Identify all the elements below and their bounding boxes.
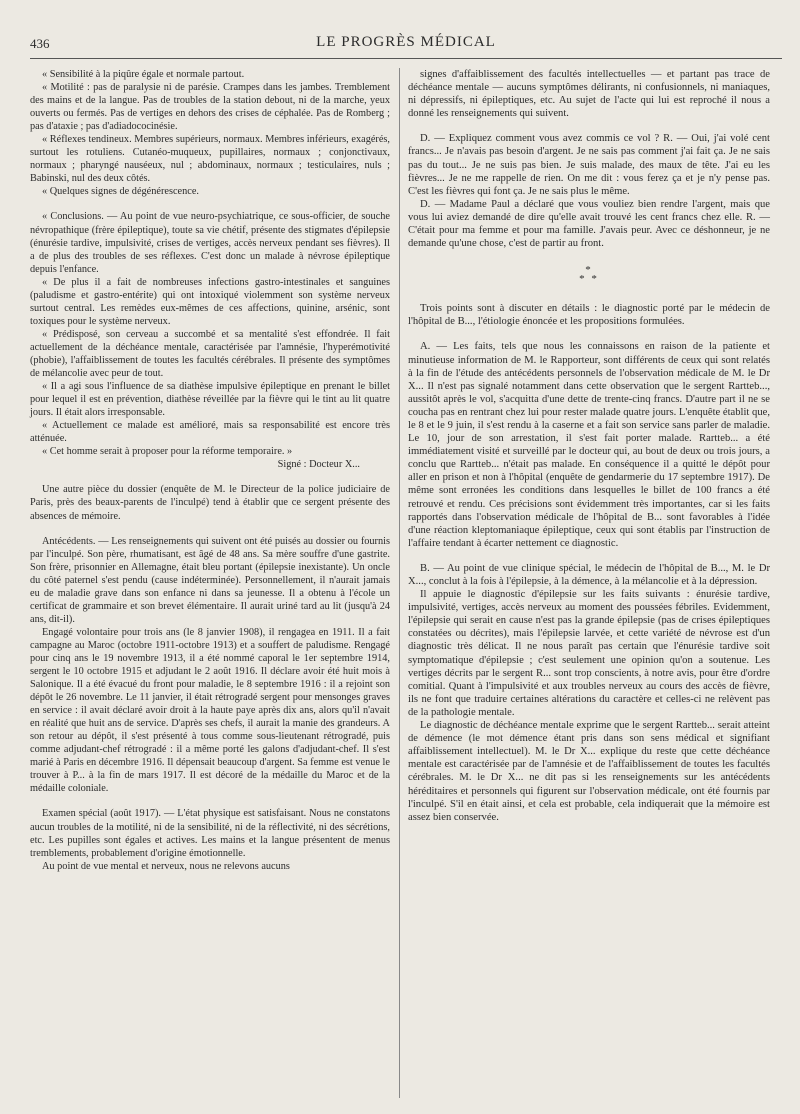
paragraph: Le diagnostic de déchéance mentale exprime que le sergent Rartteb... serait atteint de démence (le mot démence étant pris dans son sens médical et signifiant affaiblissement intellectuel). M. le Dr X... explique du reste que cette déchéance mentale est caractérisée par de l'amnésie et de l'affaiblissement de toutes les facultés cérébrales. M. le Dr X... ne dit pas si les renseignements sur les antécédents héréditaires et personnels qui figurent sur l'observation médicale, ont été fournis par l'inculpé. S'il en était ainsi, et cela est probable, cela indiquerait que la mémoire est assez bien conservée.	[408, 720, 770, 823]
paragraph: Au point de vue mental et nerveux, nous ne relevons aucuns	[42, 860, 290, 872]
paragraph: « Motilité : pas de paralysie ni de parésie. Crampes dans les jambes. Tremblement des mains et de la langue. Pas de troubles de la station debout, ni de la marche, yeux ouverts ou fermés. Pas de vertiges en dehors des crises de céphalée. Pas de Romberg ; pas d'ataxie ; pas d'adiadococinésie.	[30, 82, 390, 133]
paragraph-antecedents: Antécédents. — Les renseignements qui suivent ont été puisés au dossier ou fournis par l'inculpé. Son père, rhumatisant, est âgé de 48 ans. Sa mère souffre d'une gastrite. Son frère, prisonnier en Allemagne, était bleu portant (épilepsie inexistante). Un oncle du côté paternel s'est pendu (cause indéterminée). Personnellement, il n'aurait jamais eu de maladie grave dans son enfance ni dans sa jeunesse. Il a obtenu à l'école un certificat de grammaire et son brevet élémentaire. Il aurait uriné tard au lit (jusqu'à 24 ans, dit-il).	[30, 535, 390, 625]
paragraph: Une autre pièce du dossier (enquête de M. le Directeur de la police judiciaire de Paris, près des beaux-parents de l'inculpé) tend à établir que ce sergent présente des absences de mémoire.	[30, 484, 390, 522]
section-separator	[408, 266, 770, 284]
paragraph-point-a: A. — Les faits, tels que nous les connaissons en raison de la patiente et minutieuse information de M. le Rapporteur, sont différents de ceux qui sont relatés à la fin de l'étude des antécédents personnels de l'observation médicale de M. le Dr X... Il n'est pas signalé notamment dans cette observation que le sergent Rartteb..., aussitôt après le vol, s'acquitta d'une dette de trente-cinq francs. D'autre part il ne se coucha pas en rentrant chez lui pour rester malade quatre jours. L'enquête établit que, le 8 et le 9 juin, il s'est rendu à la caserne et a fait son service sans parler de maladie. Le 10, jour de son arrestation, il s'est fait porter malade. Rartteb... a été immédiatement visité et surveillé par le docteur qui, au bout de deux ou trois jours, a conclu que Rartteb... n'était pas malade. En conséquence il a quitté le dépôt pour aller en prison et non à l'hôpital (enquête de gendarmerie du 17 septembre 1917). De même sont erronées les conditions dans lesquelles le billet de 100 francs a été retrouvé et rendu. Ces précisions sont évidemment très importantes, car si les faits rapportés dans l'observation médicale de l'hôpital de B... sont favorables à l'idée d'une réaction kleptomaniaque épileptique, ceux qui sont établis par l'instruction de l'affaire tendant à écarter nettement ce diagnostic.	[408, 341, 770, 549]
paragraph: signes d'affaiblissement des facultés intellectuelles — et partant pas trace de déchéance mentale — aucuns symptômes délirants, ni confusionnels, ni maniaques, ni dépressifs, ni épileptiques, etc. Au sujet de l'acte qui lui est reproché il nous a donné les renseignements qui suivent.	[408, 69, 770, 120]
paragraph: Engagé volontaire pour trois ans (le 8 janvier 1908), il rengagea en 1911. Il a fait campagne au Maroc (octobre 1911-octobre 1913) et a souffert de paludisme. Rengagé pour cinq ans le 19 novembre 1913, il a été nommé caporal le 1er septembre 1914, sergent le 10 octobre 1915 et adjudant le 2 août 1916. Il déclare avoir été huit mois à Salonique. Il a été évacué du front pour maladie, le 8 septembre 1916 : il a rejoint son dépôt le 26 novembre. Le 11 janvier, il était rétrogradé sergent pour mensonges graves en service : il avait déclaré avoir droit à la haute paye après dix ans, alors qu'il n'avait en réalité que huit ans de service. D'après ses chefs, il aurait la manie des grandeurs. A son retour au dépôt, il s'est présenté à tous comme sous-lieutenant rétrogradé, puis comme adjudant-chef rétrogradé : il a même porté les galons d'adjudant-chef. Il s'est marié à Paris en décembre 1916. Il dépensait beaucoup d'argent. Sa femme est venue le trouver à P... à la fin de mars 1917. Il est décoré de la médaille du Maroc et de la médaille coloniale.	[30, 626, 390, 795]
right-column	[408, 68, 770, 824]
signature: Signé : Docteur X...	[277, 459, 360, 471]
paragraph: « Il a agi sous l'influence de sa diathèse impulsive épileptique en prenant le billet pour lequel il est en prévention, diathèse réveillée par la fièvre qui le tint au lit quatre jours. Il était alors irresponsable.	[30, 381, 390, 419]
paragraph-point-b: B. — Au point de vue clinique spécial, le médecin de l'hôpital de B..., M. le Dr X..., conclut à la fois à l'épilepsie, à la démence, à la mélancolie et à la dépression.	[408, 562, 770, 587]
paragraph-dialogue: D. — Madame Paul a déclaré que vous vouliez bien rendre l'argent, mais que vous lui aviez demandé de dire qu'elle avait trouvé les cent francs chez elle. R. — C'était pour ma femme et pour ma famille. J'avais peur. Avec ce déshonneur, je ne demande qu'une chose, c'est de partir au front.	[408, 198, 770, 250]
paragraph: « Prédisposé, son cerveau a succombé et sa mentalité s'est effondrée. Il fait actuellement de la déchéance mentale, caractérisée par l'amnésie, l'hyperémotivité (phobie), l'affaiblissement de toutes les facultés cérébrales. Il présente des symptômes de mélancolie avec peur de tout.	[30, 328, 390, 380]
star-top: *	[585, 264, 593, 277]
left-column	[30, 68, 390, 873]
header-rule	[30, 58, 782, 59]
page-header	[30, 34, 782, 56]
paragraph: Trois points sont à discuter en détails : le diagnostic porté par le médecin de l'hôpital de B..., l'étiologie énoncée et les propositions formulées.	[408, 303, 770, 328]
paragraph-dialogue: D. — Expliquez comment vous avez commis ce vol ? R. — Oui, j'ai volé cent francs... Je n'avais pas besoin d'argent. Je ne sais pas comment j'ai fait ça. Je ne sais pas du tout... Je ne suis pas bien. Je suis malade, des maux de tête. J'ai eu les fièvres... Je ne me rappelle de rien. On me dit : vous ferez ça et je n'y pense pas. C'est les fièvres qui font ça. Je ne sais plus le même.	[408, 133, 770, 197]
paragraph: « Actuellement ce malade est amélioré, mais sa responsabilité est encore très atténuée.	[30, 420, 390, 445]
star-bottom: * *	[579, 273, 599, 286]
paragraph: « Quelques signes de dégénérescence.	[42, 186, 199, 198]
paragraph: Il appuie le diagnostic d'épilepsie sur les faits suivants : énurésie tardive, impulsivité, vertiges, accès nerveux au moment des poussées fébriles. Evidemment, l'épilepsie qui serait en cause n'est pas la grande épilepsie (pas de crises épileptiques constatées ou décrites), mais l'épilepsie larvée, et cette variété de névrose est d'un diagnostic très délicat. Il ne nous paraît pas certain que l'énurésie tardive soit symptomatique d'épilepsie ; c'est seulement une opinion qu'on a soutenue. Les vertiges décrits par le sergent R... sont trop conscients, à notre avis, pour être d'ordre comitial. Quant à l'impulsivité et aux troubles nerveux au cours des accès de fièvre, ils ne font que traduire certaines altérations du caractère et celles-ci ne relèvent pas de la pathologie mentale.	[408, 589, 770, 718]
page-number: 436	[30, 36, 50, 51]
paragraph: « Cet homme serait à proposer pour la réforme temporaire. »	[42, 446, 293, 458]
column-divider	[399, 68, 400, 1098]
paragraph: « Réflexes tendineux. Membres supérieurs, normaux. Membres inférieurs, exagérés, surtout les rotuliens. Cutanéo-muqueux, pupillaires, normaux ; conjonctivaux, normaux ; pharyngé nauséeux, nul ; abdominaux, normaux ; testiculaires, nuls ; Babinski, nul des deux côtés.	[30, 134, 390, 185]
running-title: LE PROGRÈS MÉDICAL	[316, 34, 496, 50]
paragraph-conclusions: « Conclusions. — Au point de vue neuro-psychiatrique, ce sous-officier, de souche névropathique (frère épileptique), toute sa vie chétif, présente des stigmates d'épilepsie (énurésie tardive, impulsivité, crises de vertiges, accès nerveux pendant ses fièvres). Il a de plus des troubles de ses réflexes. C'est donc un malade à névrose épileptique depuis l'enfance.	[30, 211, 390, 275]
paragraph: « Sensibilité à la piqûre égale et normale partout.	[42, 69, 245, 80]
paragraph-examen: Examen spécial (août 1917). — L'état physique est satisfaisant. Nous ne constatons aucun troubles de la motilité, ni de la sensibilité, ni de la réflectivité, ni des sécrétions, etc. Les pupilles sont égales et actives. Les mains et la langue présentent de menus tremblements, probablement d'origine émotionnelle.	[30, 808, 390, 859]
paragraph: « De plus il a fait de nombreuses infections gastro-intestinales et sanguines (paludisme et gastro-entérite) qui ont intoxiqué violemment son système nerveux surtout central. Les remèdes eux-mêmes de ces affections, quinine, arsénic, sont toxiques pour le système nerveux.	[30, 276, 390, 327]
